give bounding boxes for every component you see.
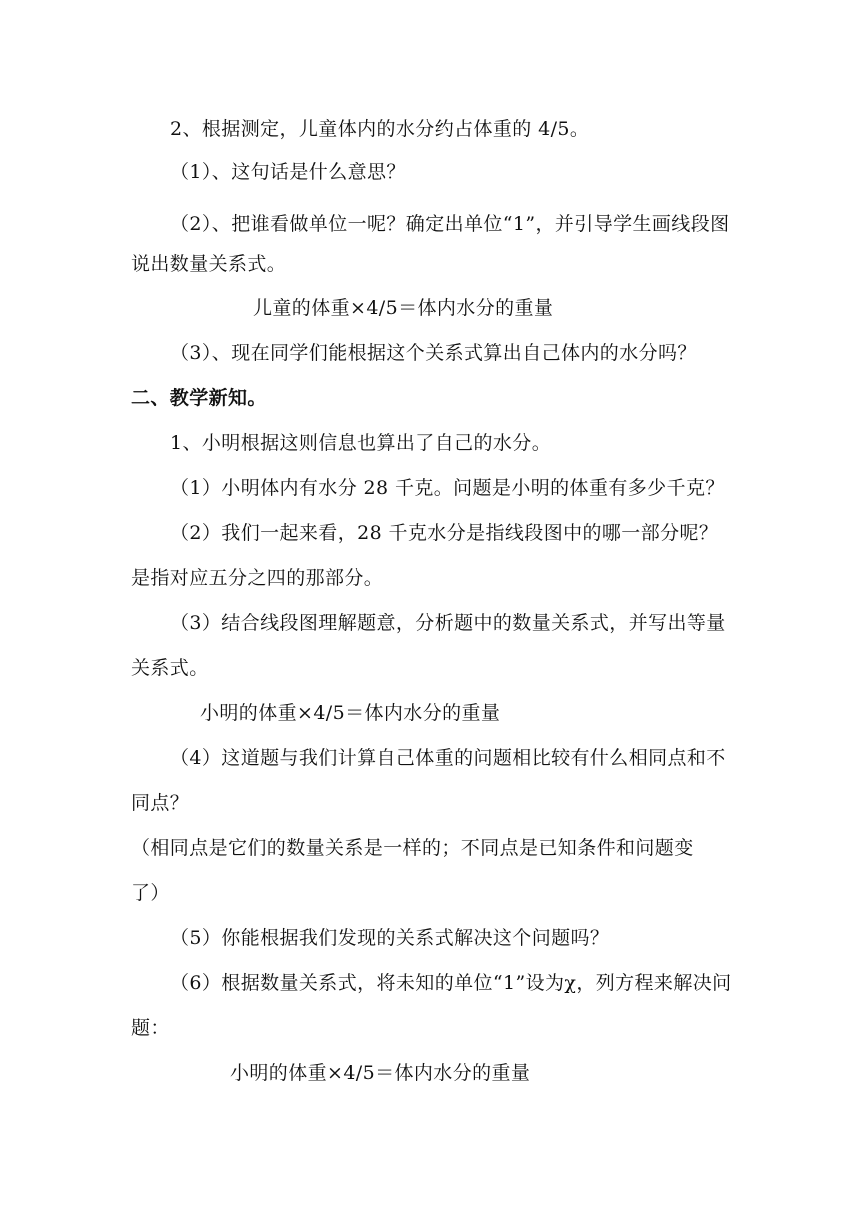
text-line: （2）我们一起来看，28 千克水分是指线段图中的哪一部分呢？ bbox=[170, 522, 719, 544]
text-line: （4）这道题与我们计算自己体重的问题相比较有什么相同点和不 bbox=[170, 747, 726, 769]
text-line: 题： bbox=[131, 1017, 170, 1039]
text-line: 关系式。 bbox=[131, 657, 209, 679]
text-line: （1）小明体内有水分 28 千克。问题是小明的体重有多少千克？ bbox=[170, 477, 725, 499]
formula-line: 儿童的体重×4/5＝体内水分的重量 bbox=[253, 297, 554, 319]
text-line: 是指对应五分之四的那部分。 bbox=[131, 567, 384, 589]
section-heading: 二、教学新知。 bbox=[131, 387, 267, 409]
text-line: 了） bbox=[131, 882, 170, 904]
text-line: 说出数量关系式。 bbox=[131, 253, 287, 275]
text-line: （6）根据数量关系式，将未知的单位“1”设为χ，列方程来解决问 bbox=[170, 972, 732, 994]
formula-line: 小明的体重×4/5＝体内水分的重量 bbox=[200, 702, 501, 724]
text-line: （相同点是它们的数量关系是一样的；不同点是已知条件和问题变 bbox=[131, 837, 694, 859]
text-line: （5）你能根据我们发现的关系式解决这个问题吗？ bbox=[170, 927, 610, 949]
text-line: （1）、这句话是什么意思？ bbox=[170, 161, 406, 183]
text-line: 1、小明根据这则信息也算出了自己的水分。 bbox=[170, 432, 552, 454]
text-line: （2）、把谁看做单位一呢？确定出单位“1”，并引导学生画线段图 bbox=[170, 213, 730, 235]
text-line: 同点？ bbox=[131, 792, 190, 814]
formula-line: 小明的体重×4/5＝体内水分的重量 bbox=[230, 1062, 531, 1084]
text-line: （3）、现在同学们能根据这个关系式算出自己体内的水分吗？ bbox=[170, 342, 697, 364]
text-line: 2、根据测定，儿童体内的水分约占体重的 4/5。 bbox=[170, 118, 590, 140]
text-line: （3）结合线段图理解题意，分析题中的数量关系式，并写出等量 bbox=[170, 612, 726, 634]
